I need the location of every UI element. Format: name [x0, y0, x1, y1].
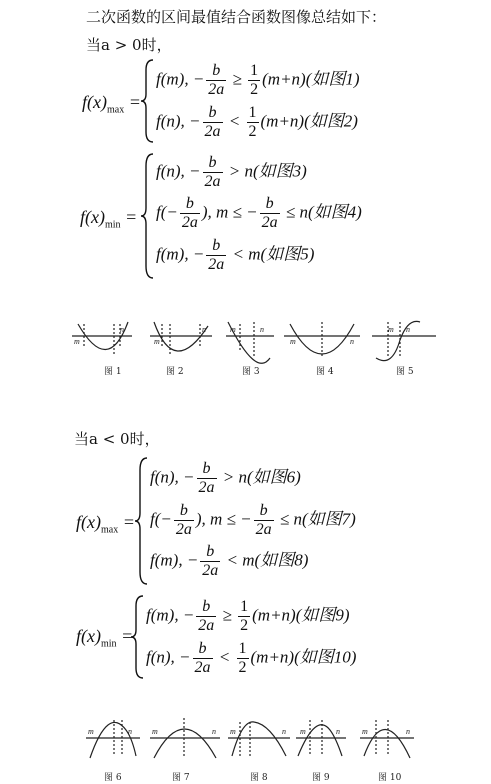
case-row: f(n), − $\frac{b}{2a}$ < $\frac{1}{2}$ (m+n)(如图10): [146, 640, 357, 676]
figure-5-graph: [372, 321, 436, 360]
axis-label-n: n: [260, 325, 264, 334]
case-row: f(m), − $\frac{b}{2a}$ ≥ $\frac{1}{2}$ (m+n)(如图1): [156, 62, 360, 98]
figure-caption: 图 1: [104, 367, 122, 377]
figure-10-graph: [360, 720, 414, 758]
figure-6-graph: [86, 720, 140, 758]
fmax-label-neg: $f(x)_{max}$ =: [76, 512, 135, 536]
figures-downward: [84, 716, 484, 768]
figure-9-graph: [296, 720, 346, 756]
axis-label-m: m: [362, 727, 368, 736]
axis-label-m: m: [154, 337, 160, 346]
figure-caption: 图 2: [166, 367, 184, 377]
axis-label-m: m: [230, 727, 236, 736]
case-negative-heading: 当a < 0时，: [74, 430, 160, 448]
axis-label-m: m: [74, 337, 80, 346]
brace-max-neg: [134, 456, 150, 586]
case-row: f(m), − $\frac{b}{2a}$ < m(如图5): [156, 237, 315, 273]
case-positive-heading: 当a > 0时，: [86, 36, 172, 54]
axis-label-n: n: [350, 337, 354, 346]
figure-caption: 图 4: [316, 367, 334, 377]
axis-label-m: m: [290, 337, 296, 346]
case-row: f(− $\frac{b}{2a}$ ), m ≤ − $\frac{b}{2a}$ ≤ n(如图7): [150, 502, 356, 538]
axis-label-n: n: [202, 325, 206, 334]
axis-label-n: n: [212, 727, 216, 736]
figure-caption: 图 7: [172, 773, 190, 783]
figure-caption: 图 6: [104, 773, 122, 783]
axis-label-m: m: [88, 727, 94, 736]
case-row: f(n), − $\frac{b}{2a}$ > n(如图3): [156, 154, 307, 190]
axis-label-n: n: [406, 727, 410, 736]
figure-caption: 图 3: [242, 367, 260, 377]
axis-label-m: m: [230, 325, 236, 334]
brace-min-neg: [130, 594, 146, 680]
axis-label-n: n: [128, 727, 132, 736]
axis-label-m: m: [152, 727, 158, 736]
case-row: f(n), − $\frac{b}{2a}$ < $\frac{1}{2}$ (m+n)(如图2): [156, 104, 358, 140]
case-row: f(m), − $\frac{b}{2a}$ < m(如图8): [150, 543, 309, 579]
axis-label-m: m: [300, 727, 306, 736]
figures-upward: [70, 318, 480, 380]
axis-label-n: n: [406, 325, 410, 334]
axis-label-n: n: [120, 325, 124, 334]
page-title: 二次函数的区间最值结合函数图像总结如下：: [86, 8, 387, 26]
figure-7-graph: [150, 718, 220, 758]
figure-caption: 图 5: [396, 367, 414, 377]
case-row: f(− $\frac{b}{2a}$ ), m ≤ − $\frac{b}{2a}$ ≤ n(如图4): [156, 195, 362, 231]
axis-label-m: m: [388, 325, 394, 334]
brace-max-pos: [140, 58, 156, 144]
brace-min-pos: [140, 152, 156, 280]
axis-label-n: n: [282, 727, 286, 736]
axis-label-n: n: [336, 727, 340, 736]
case-row: f(m), − $\frac{b}{2a}$ ≥ $\frac{1}{2}$ (m+n)(如图9): [146, 598, 350, 634]
fmin-label-neg: $f(x)_{min}$ =: [76, 626, 134, 650]
fmax-label-pos: $f(x)_{max}$ =: [82, 92, 141, 116]
fmin-label-pos: $f(x)_{min}$ =: [80, 207, 138, 231]
figure-caption: 图 8: [250, 773, 268, 783]
case-row: f(n), − $\frac{b}{2a}$ > n(如图6): [150, 460, 301, 496]
figure-caption: 图 10: [378, 773, 402, 783]
figure-8-graph: [228, 722, 290, 756]
figure-caption: 图 9: [312, 773, 330, 783]
